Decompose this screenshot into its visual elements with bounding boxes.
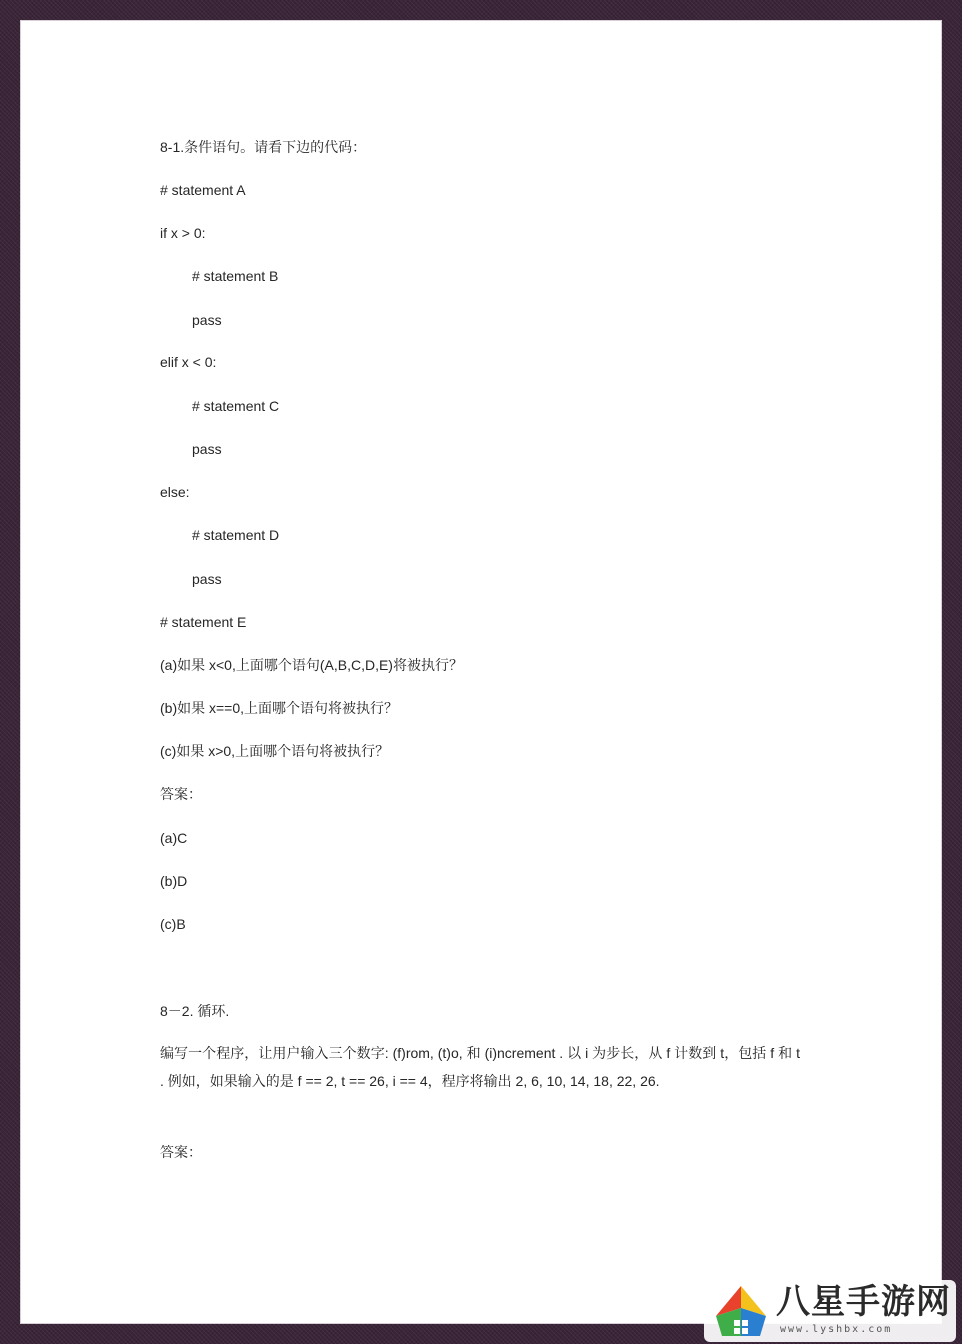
- answer-label: 答案：: [160, 786, 202, 802]
- house-logo-icon: [712, 1282, 770, 1340]
- answer-text: (b)D: [160, 873, 188, 889]
- answer-label: 答案：: [160, 1144, 202, 1160]
- site-name: 八星手游网: [776, 1282, 951, 1322]
- document-page: [21, 21, 941, 1323]
- question-body: 编写一个程序，让用户输入三个数字: (f)rom, (t)o, 和 (i)ncrement . 以 i 为步长，从 f 计数到 t，包括 f 和 t . 例如，如果输入的是 f == 2, t == 26, i == 4，程序将输出 2, 6, 10, 14, 18, 22, 26.: [160, 1045, 800, 1089]
- question-text: (a)如果 x<0,上面哪个语句(A,B,C,D,E)将被执行？: [160, 657, 463, 673]
- code-line: if x > 0:: [160, 225, 206, 241]
- question-text: (b)如果 x==0,上面哪个语句将被执行？: [160, 700, 399, 716]
- code-line: pass: [192, 441, 222, 457]
- code-line: else:: [160, 484, 190, 500]
- code-line: # statement B: [192, 268, 279, 284]
- code-line: pass: [192, 571, 222, 587]
- answer-text: (c)B: [160, 916, 186, 932]
- answer-text: (a)C: [160, 830, 188, 846]
- site-url: www.lyshbx.com: [780, 1324, 893, 1335]
- code-line: # statement C: [192, 398, 280, 414]
- code-line: elif x < 0:: [160, 354, 217, 370]
- question-title: 8－2. 循环.: [160, 1003, 230, 1019]
- question-text: (c)如果 x>0,上面哪个语句将被执行？: [160, 743, 390, 759]
- question-title: 8-1.条件语句。请看下边的代码：: [160, 139, 367, 155]
- code-line: # statement A: [160, 182, 246, 198]
- site-watermark: [704, 1280, 956, 1342]
- code-line: # statement E: [160, 614, 247, 630]
- code-line: # statement D: [192, 527, 280, 543]
- code-line: pass: [192, 312, 222, 328]
